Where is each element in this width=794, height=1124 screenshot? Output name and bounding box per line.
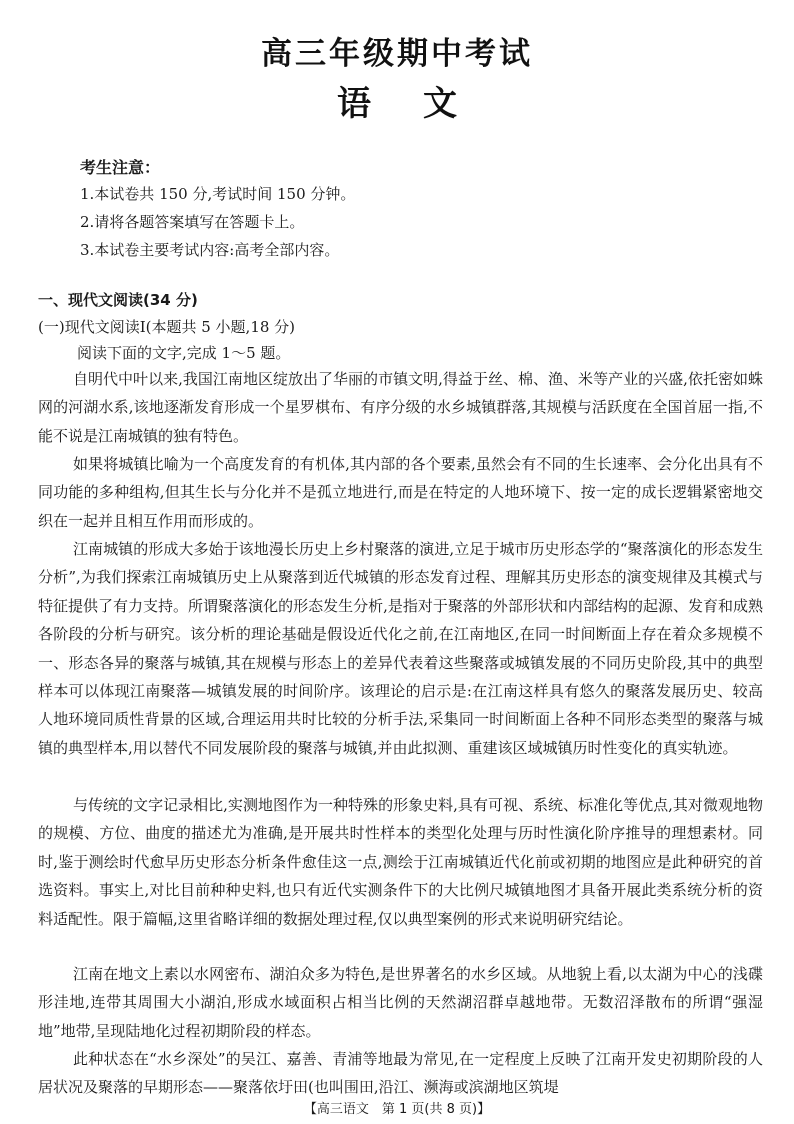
passage-paragraph: 与传统的文字记录相比,实测地图作为一种特殊的形象史料,具有可视、系统、标准化等优点,其对微观地物的规模、方位、曲度的描述尤为准确,是开展共时性样本的类型化处理与历时性演化阶序推导的理想素材。同时,鉴于测绘时代愈早历史形态分析条件愈佳这一点,测绘于江南城镇近代化前或初期的地图应是此种研究的首选资料。事实上,对比目前种种史料,也只有近代实测条件下的大比例尺城镇地图才具备开展此类系统分析的资料适配性。限于篇幅,这里省略详细的数据处理过程,仅以典型案例的形式来说明研究结论。 [38, 796, 763, 928]
section-heading: 一、现代文阅读(34 分) [38, 291, 198, 309]
subject-title: 语文 [337, 84, 509, 124]
notice-item: 2.请将各题答案填写在答题卡上。 [80, 213, 305, 231]
reading-instruction: 阅读下面的文字,完成 1～5 题。 [77, 344, 291, 362]
notice-item: 3.本试卷主要考试内容:高考全部内容。 [80, 241, 340, 259]
passage-paragraph: 如果将城镇比喻为一个高度发育的有机体,其内部的各个要素,虽然会有不同的生长速率、会分化出具有不同功能的多种组构,但其生长与分化并不是孤立地进行,而是在特定的人地环境下、按一定的成长逻辑紧密地交织在一起并且相互作用而形成的。 [38, 455, 763, 530]
passage-paragraph: 江南城镇的形成大多始于该地漫长历史上乡村聚落的演进,立足于城市历史形态学的“聚落演化的形态发生分析”,为我们探索江南城镇历史上从聚落到近代城镇的形态发育过程、理解其历史形态的演变规律及其模式与特征提供了有力支持。所谓聚落演化的形态发生分析,是指对于聚落的外部形状和内部结构的起源、发育和成熟各阶段的分析与研究。该分析的理论基础是假设近代化之前,在江南地区,在同一时间断面上存在着众多规模不一、形态各异的聚落与城镇,其在规模与形态上的差异代表着这些聚落或城镇发展的不同历史阶段,其中的典型样本可以体现江南聚落—城镇发展的时间阶序。该理论的启示是:在江南这样具有悠久的聚落发展历史、较高人地环境同质性背景的区域,合理运用共时比较的分析手法,采集同一时间断面上各种不同形态类型的聚落与城镇的典型样本,用以替代不同发展阶段的聚落与城镇,并由此拟测、重建该区域城镇历时性变化的真实轨迹。 [38, 540, 763, 757]
passage-paragraph: 此种状态在“水乡深处”的吴江、嘉善、青浦等地最为常见,在一定程度上反映了江南开发史初期阶段的人居状况及聚落的早期形态——聚落依圩田(也叫围田,沿江、濒海或滨湖地区筑堤 [38, 1050, 763, 1097]
passage-paragraph: 江南在地文上素以水网密布、湖泊众多为特色,是世界著名的水乡区域。从地貌上看,以太湖为中心的浅碟形洼地,连带其周围大小湖泊,形成水域面积占相当比例的天然湖沼群卓越地带。无数沼泽散布的所谓“强湿地”地带,呈现陆地化过程初期阶段的样态。 [38, 965, 763, 1040]
page-footer: 【高三语文 第 1 页(共 8 页)】 [303, 1102, 491, 1117]
passage-paragraph: 自明代中叶以来,我国江南地区绽放出了华丽的市镇文明,得益于丝、棉、渔、米等产业的兴盛,依托密如蛛网的河湖水系,该地逐渐发育形成一个星罗棋布、有序分级的水乡城镇群落,其规模与活跃度在全国首屈一指,不能不说是江南城镇的独有特色。 [38, 370, 763, 445]
notice-title: 考生注意： [80, 158, 161, 177]
section-subheading: (一)现代文阅读Ⅰ(本题共 5 小题,18 分) [38, 318, 296, 336]
notice-item: 1.本试卷共 150 分,考试时间 150 分钟。 [80, 185, 356, 203]
exam-title: 高三年级期中考试 [261, 36, 533, 72]
